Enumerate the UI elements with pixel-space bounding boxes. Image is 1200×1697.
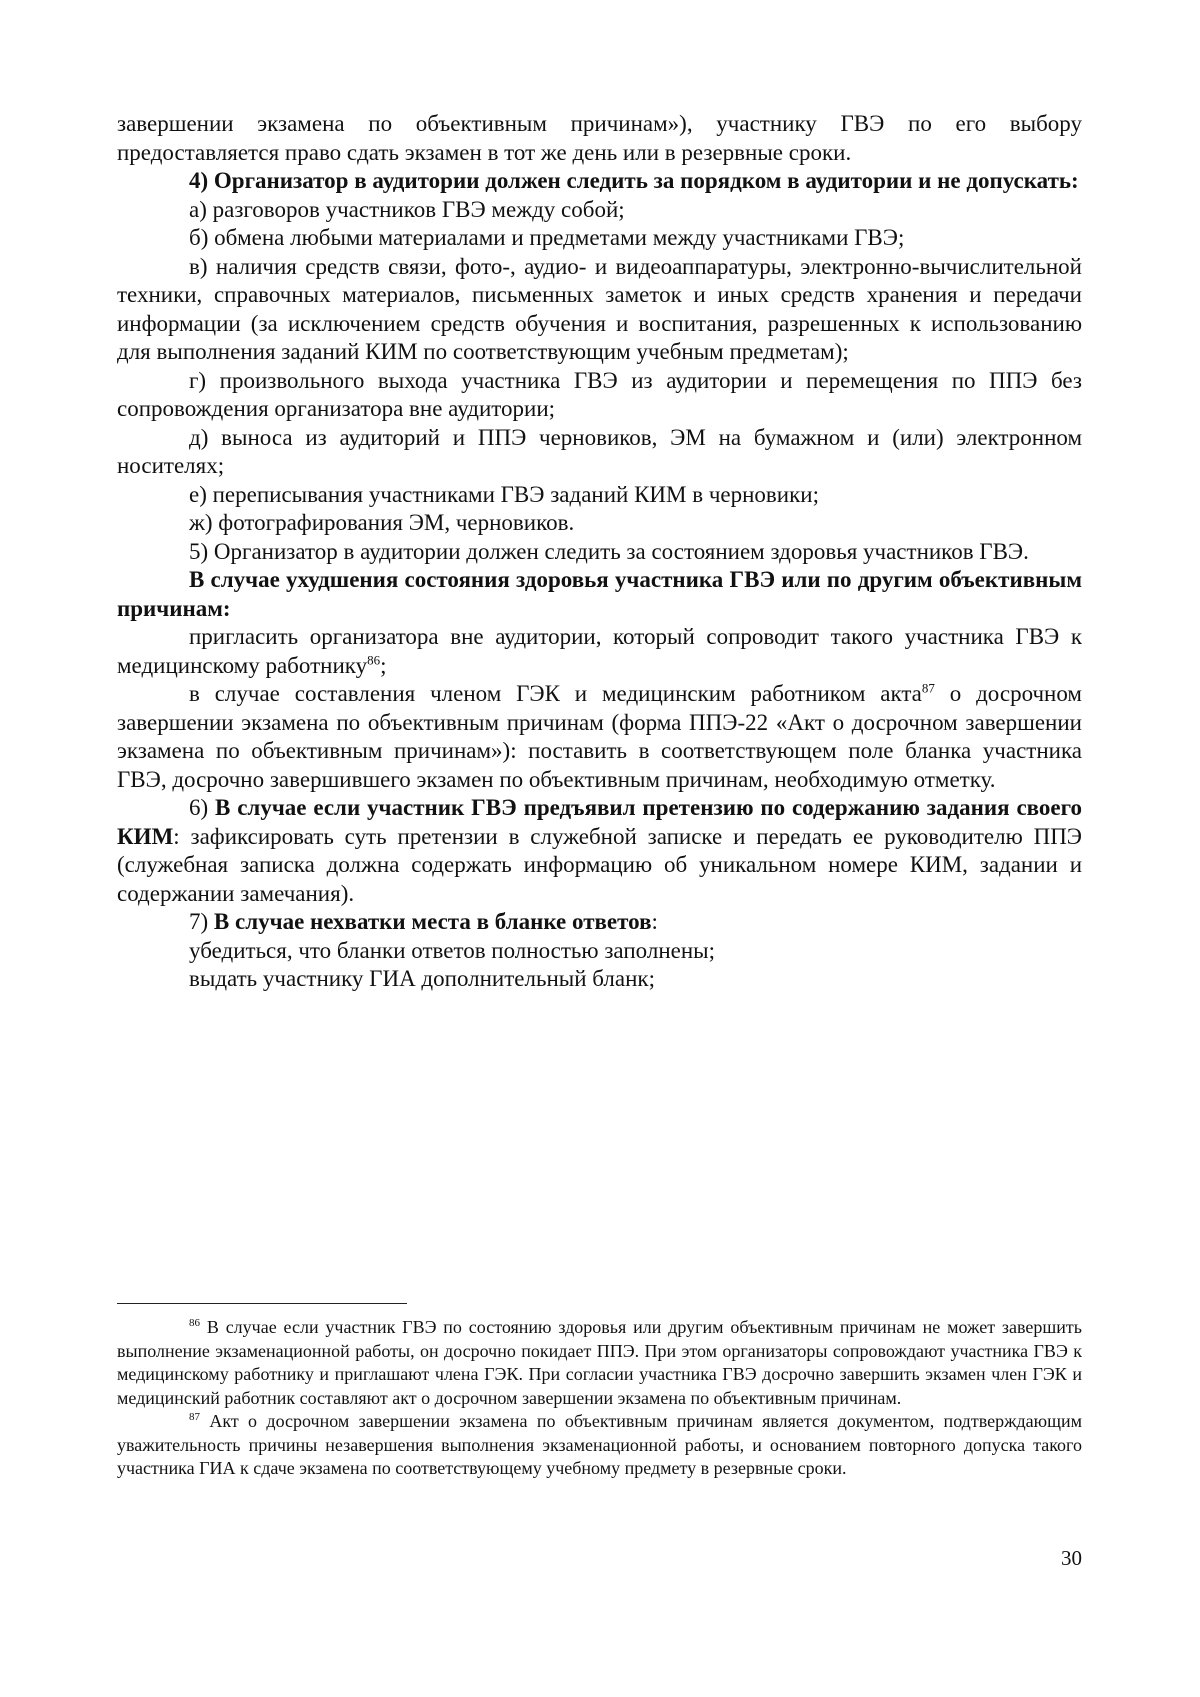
extra-form-line: выдать участнику ГИА дополнительный бланк; bbox=[189, 966, 655, 991]
paragraph-continuation: завершении экзамена по объективным причинам»), участнику ГВЭ по его выбору предоставляется право сдать экзамен в тот же день или в резервные сроки. bbox=[117, 111, 1082, 165]
list-item-a: а) разговоров участников ГВЭ между собой; bbox=[189, 196, 625, 222]
invite-organizer-paragraph bbox=[117, 623, 1082, 680]
document-body bbox=[117, 110, 1082, 994]
footnote-86 bbox=[117, 1316, 1082, 1410]
health-case-heading: В случае ухудшения состояния здоровья участника ГВЭ или по другим объективным причинам: bbox=[117, 567, 1082, 621]
footnote-separator bbox=[117, 1303, 407, 1304]
section-6-bold: В случае если участник ГВЭ предъявил претензию по содержанию задания своего КИМ bbox=[117, 795, 1082, 849]
section-7-paragraph bbox=[117, 908, 1082, 937]
list-item-e: е) переписывания участниками ГВЭ заданий КИМ в черновики; bbox=[189, 481, 819, 507]
act-paragraph bbox=[117, 680, 1082, 794]
invite-organizer-text: пригласить организатора вне аудитории, который сопроводит такого участника ГВЭ к медицинскому работнику bbox=[117, 624, 1082, 678]
check-forms-line: убедиться, что бланки ответов полностью заполнены; bbox=[189, 937, 715, 963]
footnotes bbox=[117, 1316, 1082, 1481]
list-item-b: б) обмена любыми материалами и предметами между участниками ГВЭ; bbox=[189, 225, 905, 250]
list-item-d: д) выноса из аудиторий и ППЭ черновиков, ЭМ на бумажном и (или) электронном носителях; bbox=[117, 424, 1082, 478]
section-5-paragraph: 5) Организатор в аудитории должен следить за состоянием здоровья участников ГВЭ. bbox=[189, 538, 1029, 564]
footnote-86-marker: 86 bbox=[189, 1317, 200, 1329]
section-6-rest: : зафиксировать суть претензии в служебной записке и передать ее руководителю ППЭ (служебная записка должна содержать информацию об уникальном номере КИМ, задании и содержании замечания). bbox=[117, 823, 1082, 906]
act-text-a: в случае составления членом ГЭК и медицинским работником акта bbox=[189, 681, 922, 706]
invite-organizer-end: ; bbox=[380, 652, 387, 678]
section-7-number: 7) bbox=[189, 909, 214, 934]
footnote-ref-87[interactable]: 87 bbox=[921, 680, 935, 696]
act-text-b: о досрочном завершении экзамена по объективным причинам (форма ППЭ-22 «Акт о досрочном завершении экзамена по объективным причинам»): поставить в соответствующем поле бланка участника ГВЭ, досрочно завершившего экзамен по объективным причинам, необходимую отметку. bbox=[117, 681, 1082, 792]
footnote-86-text: В случае если участник ГВЭ по состоянию здоровья или другим объективным причинам не может завершить выполнение экзаменационной работы, он досрочно покидает ППЭ. При этом организаторы сопровождают участника ГВЭ к медицинскому работнику и приглашают члена ГЭК. При согласии участника ГВЭ досрочно завершить экзамен член ГЭК и медицинский работник составляют акт о досрочном завершении экзамена по объективным причинам. bbox=[117, 1317, 1082, 1408]
section-7-rest: : bbox=[651, 909, 658, 934]
section-6-paragraph bbox=[117, 794, 1082, 908]
section-4-heading: 4) Организатор в аудитории должен следить за порядком в аудитории и не допускать: bbox=[189, 168, 1079, 193]
page-number: 30 bbox=[1061, 1546, 1082, 1570]
list-item-g: г) произвольного выхода участника ГВЭ из аудитории и перемещения по ППЭ без сопровождения организатора вне аудитории; bbox=[117, 367, 1082, 421]
footnote-87-marker: 87 bbox=[189, 1411, 200, 1423]
footnote-ref-86[interactable]: 86 bbox=[367, 651, 381, 667]
list-item-zh: ж) фотографирования ЭМ, черновиков. bbox=[189, 510, 575, 535]
footnote-87 bbox=[117, 1410, 1082, 1481]
section-7-bold: В случае нехватки места в бланке ответов bbox=[213, 909, 652, 934]
footnote-87-text: Акт о досрочном завершении экзамена по объективным причинам является документом, подтверждающим уважительность причины незавершения выполнения экзаменационной работы, и основанием повторного допуска такого участника ГИА к сдаче экзамена по соответствующему учебному предмету в резервные сроки. bbox=[117, 1411, 1082, 1478]
section-6-number: 6) bbox=[189, 795, 216, 820]
list-item-v: в) наличия средств связи, фото-, аудио- и видеоаппаратуры, электронно-вычислительной техники, справочных материалов, письменных заметок и иных средств хранения и передачи информации (за исключением средств обучения и воспитания, разрешенных к использованию для выполнения заданий КИМ по соответствующим учебным предметам); bbox=[117, 253, 1082, 364]
